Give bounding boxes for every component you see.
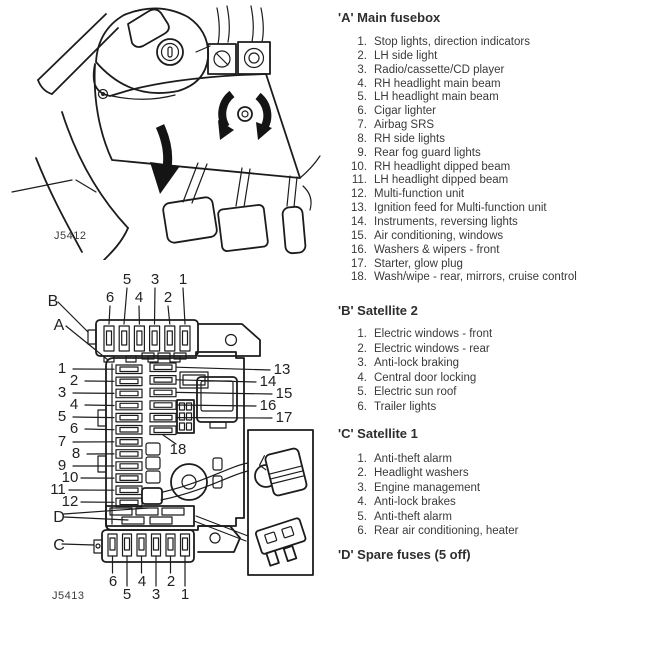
callout-a-fuse-4: 4: [69, 396, 79, 413]
fuse-list-item: [346, 50, 662, 64]
callout-a-fuse-16: 16: [259, 397, 277, 414]
fuse-number: 5.: [357, 386, 367, 399]
spare-fuse-holder: [106, 506, 194, 526]
callout-b-fuse-4: 4: [134, 289, 144, 306]
callout-a-fuse-12: 12: [61, 493, 79, 510]
fuse-list-item: [346, 105, 662, 119]
main-fuse-column-middle: [150, 363, 176, 435]
fuse-description: RH side lights: [374, 132, 445, 145]
fuse-list-item: [346, 342, 662, 357]
fuse-number: 18.: [351, 271, 367, 284]
fuse-number: 5.: [357, 91, 367, 104]
fuse-list-item: [346, 174, 662, 188]
steering-column-shroud: [96, 8, 208, 93]
fuse-description: Ignition feed for Multi-function unit: [374, 202, 547, 215]
fuse-list-item: [346, 133, 662, 147]
fuse-description: Anti-lock braking: [374, 357, 460, 370]
callout-a-fuse-7: 7: [57, 433, 67, 450]
fuse-description: Rear air conditioning, heater: [374, 525, 519, 538]
fuse-number: 3.: [357, 63, 367, 76]
callout-a-fuse-18: 18: [169, 441, 187, 458]
section-title-satellite-2: 'B' Satellite 2: [338, 303, 418, 318]
callout-a-fuse-5: 5: [57, 408, 67, 425]
satellite-2-list: [346, 327, 662, 415]
fuse-list-item: [346, 271, 662, 285]
fuse-list-item: [346, 147, 662, 161]
fuse-list-item: [346, 91, 662, 105]
callout-b-fuse-2: 2: [163, 289, 173, 306]
fuse-description: Cigar lighter: [374, 105, 436, 118]
fuse-list-item: [346, 188, 662, 202]
fuse-description: Anti-theft alarm: [374, 453, 452, 465]
fuse-description: Trailer lights: [374, 400, 437, 413]
fuse-list-item: [346, 481, 662, 495]
fuse-description: Engine management: [374, 481, 481, 494]
callout-b-fuse-5: 5: [122, 271, 132, 288]
callout-c-fuse-1: 1: [180, 586, 190, 603]
fuse-description: Washers & wipers - front: [374, 243, 500, 256]
fuse-description: Anti-theft alarm: [374, 510, 452, 523]
fuse-number: 1.: [357, 453, 367, 465]
fuse-description: Airbag SRS: [374, 119, 435, 132]
panel-removal-arrow: [150, 126, 180, 194]
figure2-code: J5413: [52, 590, 85, 602]
fuse-number: 1.: [357, 328, 367, 340]
fuse-number: 8.: [357, 132, 367, 145]
fuse-description: Electric windows - rear: [374, 342, 490, 355]
fuse-number: 3.: [357, 481, 367, 494]
callout-c-fuse-3: 3: [151, 586, 161, 603]
steering-wheel-rim: [38, 14, 118, 94]
callout-c-fuse-2: 2: [166, 573, 176, 590]
fuse-number: 2.: [357, 467, 367, 480]
fuse-number: 6.: [357, 400, 367, 413]
callout-a-fuse-8: 8: [71, 445, 81, 462]
fuse-list-item: [346, 161, 662, 175]
fuse-description: Central door locking: [374, 371, 477, 384]
fuse-list-item: [346, 524, 662, 538]
fuse-description: Electric sun roof: [374, 386, 457, 399]
fuse-list-item: [346, 64, 662, 78]
fuse-list-item: [346, 230, 662, 244]
satellite-b-block: [88, 320, 198, 362]
fuse-list-item: [346, 371, 662, 386]
callout-main-fusebox-a: A: [53, 317, 65, 334]
fuse-description: Anti-lock brakes: [374, 496, 456, 509]
callout-b-fuse-3: 3: [150, 271, 160, 288]
fuse-list-item: [346, 385, 662, 400]
clutch-pedal: [162, 196, 218, 243]
fuse-description: LH headlight dipped beam: [374, 174, 509, 187]
fuse-number: 17.: [351, 257, 367, 270]
fuse-number: 4.: [357, 496, 367, 509]
fuse-list-item: [346, 244, 662, 258]
main-fusebox-list: [346, 36, 662, 285]
large-relay: [197, 377, 237, 422]
fuse-number: 16.: [351, 243, 367, 256]
callout-a-fuse-3: 3: [57, 384, 67, 401]
fuse-number: 4.: [357, 371, 367, 384]
callout-a-fuse-6: 6: [69, 420, 79, 437]
callout-a-fuse-11: 11: [50, 481, 66, 498]
section-title-satellite-1: 'C' Satellite 1: [338, 426, 418, 441]
fuse-number: 13.: [351, 202, 367, 215]
rotate-arrow-right: [258, 96, 267, 128]
section-title-spare-fuses: 'D' Spare fuses (5 off): [338, 547, 471, 562]
fuse-number: 6.: [357, 105, 367, 118]
fuse-list-item: [346, 356, 662, 371]
callout-satellite-b: B: [47, 293, 59, 310]
callout-a-fuse-15: 15: [275, 385, 293, 402]
fuse-description: Headlight washers: [374, 467, 469, 480]
fuse-list-item: [346, 258, 662, 272]
fuse-description: Wash/wipe - rear, mirrors, cruise control: [374, 271, 577, 284]
fuse-number: 11.: [351, 174, 367, 187]
satellite-1-list: [346, 452, 662, 538]
fuse-description: RH headlight main beam: [374, 77, 501, 90]
section-title-main-fusebox: 'A' Main fusebox: [338, 10, 441, 25]
fuse-number: 15.: [351, 229, 367, 242]
callout-a-fuse-10: 10: [61, 469, 79, 486]
brake-pedal: [218, 204, 269, 251]
callout-c-fuse-4: 4: [137, 573, 147, 590]
figure1-code: J5412: [54, 230, 87, 242]
callout-spare-fuses-d: D: [53, 509, 65, 526]
fuse-number: 12.: [351, 188, 367, 201]
callout-b-fuse-6: 6: [105, 289, 115, 306]
round-connector: [171, 464, 207, 500]
fuse-list-item: [346, 78, 662, 92]
fuse-description: Starter, glow plug: [374, 257, 463, 270]
fuse-description: LH side light: [374, 49, 438, 62]
fuse-list-item: [346, 216, 662, 230]
fuse-description: Stop lights, direction indicators: [374, 36, 530, 48]
fuse-list-item: [346, 36, 662, 50]
dashboard-access-figure: [0, 0, 335, 260]
quarter-turn-fastener: [218, 94, 272, 140]
fuse-list-item: [346, 466, 662, 480]
fuse-puller-icon: [255, 448, 308, 499]
callout-a-fuse-13: 13: [273, 361, 291, 378]
fuse-list-item: [346, 495, 662, 509]
fuse-number: 2.: [357, 49, 367, 62]
callout-a-fuse-2: 2: [69, 372, 79, 389]
fuse-list-item: [346, 327, 662, 342]
fuse-description: RH headlight dipped beam: [374, 160, 511, 173]
rotate-arrow-left: [222, 94, 232, 127]
fuse-list-item: [346, 119, 662, 133]
fuse-number: 3.: [357, 357, 367, 370]
callout-a-fuse-17: 17: [275, 409, 293, 426]
callout-a-fuse-1: 1: [57, 360, 67, 377]
fuse-number: 4.: [357, 77, 367, 90]
fuse-number: 1.: [357, 36, 367, 48]
fuse-number: 14.: [351, 215, 367, 228]
fuse-description: Radio/cassette/CD player: [374, 63, 505, 76]
blade-fuse-icon: [255, 518, 310, 568]
fuse-description: Rear fog guard lights: [374, 146, 481, 159]
callout-c-fuse-5: 5: [122, 586, 132, 603]
satellite-c-block: [94, 530, 194, 562]
callout-a-fuse-14: 14: [259, 373, 277, 390]
fuse-number: 10.: [351, 160, 367, 173]
fuse-description: Electric windows - front: [374, 328, 493, 340]
fuse-number: 6.: [357, 525, 367, 538]
main-fuse-column-left: [116, 365, 142, 507]
fuse-description: Instruments, reversing lights: [374, 215, 518, 228]
fuse-list-item: [346, 452, 662, 466]
fuse-list-item: [346, 202, 662, 216]
fuse-number: 7.: [357, 119, 367, 132]
fuse-number: 5.: [357, 510, 367, 523]
fuse-list-item: [346, 400, 662, 415]
fixing-screw-housings: [196, 6, 270, 74]
fuse-number: 9.: [357, 146, 367, 159]
callout-satellite-c: C: [53, 537, 65, 554]
fuse-number: 2.: [357, 342, 367, 355]
accelerator-pedal: [282, 206, 306, 254]
fuse-description: LH headlight main beam: [374, 91, 499, 104]
callout-b-fuse-1: 1: [178, 271, 188, 288]
fuse-description: Multi-function unit: [374, 188, 465, 201]
fuse-description: Air conditioning, windows: [374, 229, 504, 242]
callout-a-fuse-9: 9: [57, 457, 67, 474]
fuse-list-item: [346, 510, 662, 524]
fuse-puller-stowage: [142, 488, 162, 504]
callout-c-fuse-6: 6: [108, 573, 118, 590]
